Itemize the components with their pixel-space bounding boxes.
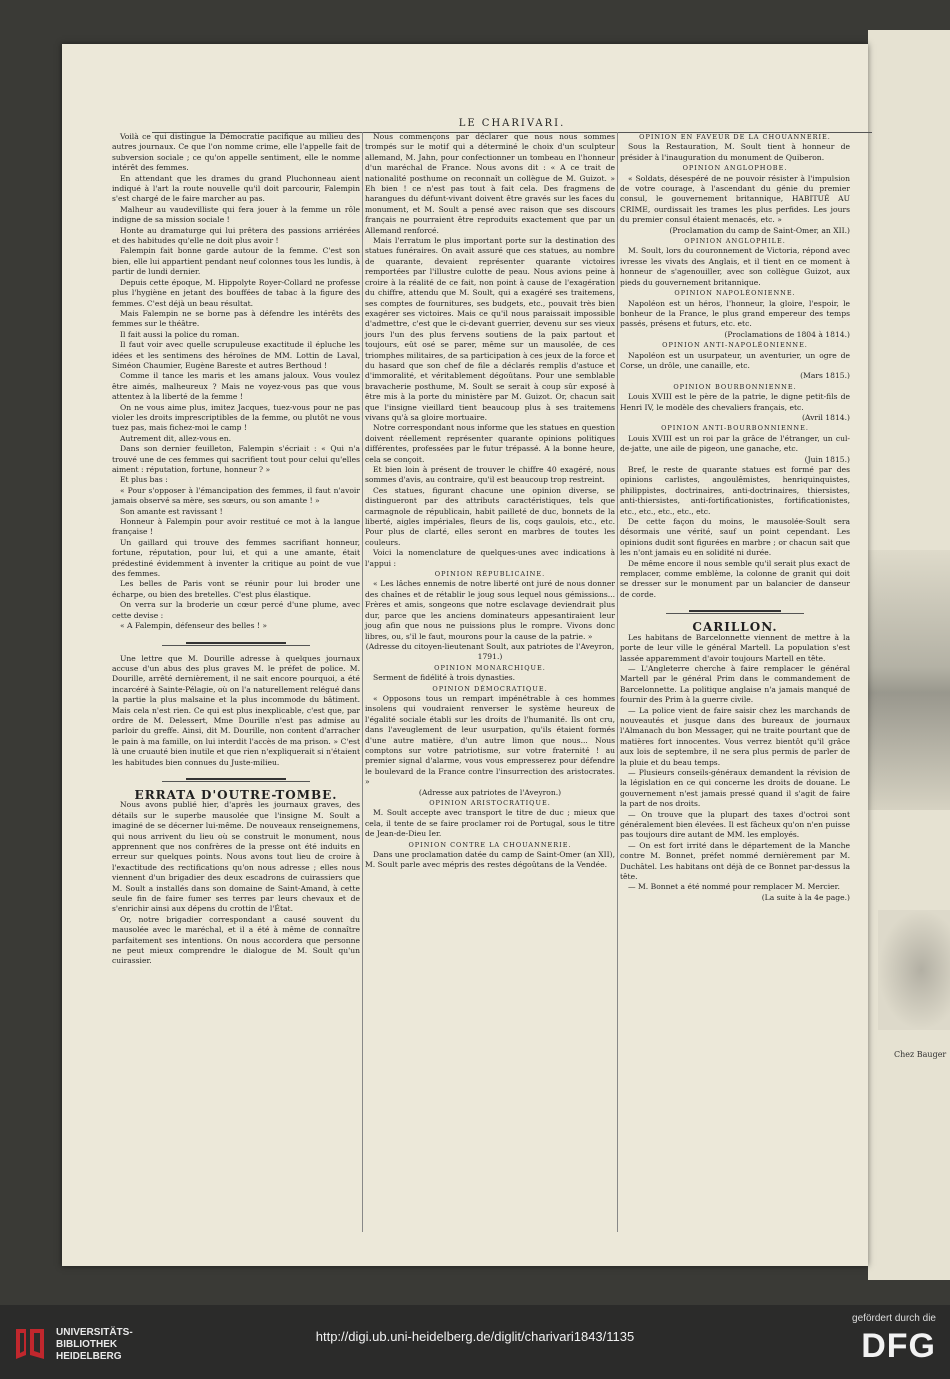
funding-note: gefördert durch die xyxy=(852,1313,936,1324)
university-name-line: HEIDELBERG xyxy=(56,1351,122,1362)
section-heading: OPINION EN FAVEUR DE LA CHOUANNERIE. xyxy=(639,133,831,141)
illustration-fragment xyxy=(868,550,950,810)
section-heading: OPINION CONTRE LA CHOUANNERIE. xyxy=(408,840,572,849)
ornament-divider xyxy=(620,606,850,616)
permalink-url[interactable]: http://digi.ub.uni-heidelberg.de/diglit/charivari1843/1135 xyxy=(315,1329,635,1344)
citation: (Avril 1814.) xyxy=(801,412,850,422)
paragraph: — La police vient de faire saisir chez les marchands de nouveautés et jusque dans des bureaux de journaux l'Almanach du bon Messager, qui ne traite pourtant que de matières fort innocentes. Vous verrez bientôt qu'il grâce aux lois de septembre, il ne sera plus permis de parler de la pluie et du beau temps. xyxy=(620,705,850,767)
section-heading: OPINION DÉMOCRATIQUE. xyxy=(432,684,548,693)
citation: (Proclamations de 1804 à 1814.) xyxy=(724,329,850,339)
paragraph: Louis XVIII est le père de la patrie, le digne petit-fils de Henri IV, le modèle des chevaliers français, etc. xyxy=(620,392,850,412)
paragraph: Comme il tance les maris et les amans jaloux. Vous voulez être aimés, malheureux ? Mais ne voyez-vous pas que vous attentez à la liberté de la femme ! xyxy=(112,371,360,402)
section-heading: OPINION ANGLOPHOBE. xyxy=(682,164,788,173)
citation: (Proclamation du camp de Saint-Omer, an XII.) xyxy=(669,225,850,235)
paragraph: Napoléon est un usurpateur, un aventurier, un ogre de Corse, un drôle, une canaille, etc. xyxy=(620,350,850,370)
paragraph: Voici la nomenclature de quelques-unes avec indications à l'appui : xyxy=(365,548,615,568)
paragraph: Et bien loin à présent de trouver le chiffre 40 exagéré, nous sommes d'avis, au contraire, qu'il est beaucoup trop restreint. xyxy=(365,465,615,485)
paragraph: Dans une proclamation datée du camp de Saint-Omer (an XII), M. Soult parle avec mépris des restes dégoûtans de la Vendée. xyxy=(365,850,615,870)
newspaper-page xyxy=(62,44,868,1266)
paragraph: « Pour s'opposer à l'émancipation des femmes, il faut n'avoir jamais observé sa mère, ses sœurs, ou son amante ! » xyxy=(112,485,360,506)
paragraph: Notre correspondant nous informe que les statues en question doivent réellement représenter quarante opinions politiques différentes, professées par le futur trépassé. A la bonne heure, cela se conçoit. xyxy=(365,423,615,464)
paragraph: — Plusieurs conseils-généraux demandent la révision de la législation en ce qui concerne les droits de douane. Le gouvernement n'est jamais pressé quand il s'agit de faire la part de nos droits. xyxy=(620,767,850,809)
adjacent-page xyxy=(868,30,950,1280)
paragraph: Louis XVIII est un roi par la grâce de l'étranger, un cul-de-jatte, une aile de pigeon, une ganache, etc. xyxy=(620,433,850,454)
university-name-line: BIBLIOTHEK xyxy=(56,1339,118,1350)
paragraph: Bref, le reste de quarante statues est formé par des opinions carlistes, angoulêmistes, henriquinquistes, philippistes, doctrinaires, anti-doctrinaires, thiersistes, anti-thiersistes, anti-fortificationistes, fortificationistes, etc., etc., etc., etc., etc. xyxy=(620,465,850,516)
paragraph: Nous avons publié hier, d'après les journaux graves, des détails sur le superbe mausolée que l'insigne M. Soult a imaginé de se décerner lui-même. De nouveaux renseignemens, qui nous arrivent du lieu où se construit le monument, nous apprennent que nos confrères de la presse ont été induits en erreur sur quelques points. Nous avons tout lieu de croire à l'exactitude des rectifications qu'on nous adresse ; elles nous viennent d'un brigadier des deux escadrons de cuirassiers que M. Soult a installés dans son domaine de Saint-Amand, à cette seule fin de faire fumer ses terres par leurs chevaux et de s'enrichir ainsi aux dépens du crottin de l'État. xyxy=(112,800,360,914)
paragraph: M. Soult, lors du couronnement de Victoria, répond avec ivresse les vivats des Anglais, et il tient en ce moment à honneur de s'agenouiller, avec son collègue Guizot, aux pieds du gouvernement britannique. xyxy=(620,246,850,287)
viewer-footer xyxy=(0,1305,950,1379)
paragraph: « Opposons tous un rempart impénétrable à ces hommes insolens qui voudraient renverser le système heureux de l'égalité sociale établi sur les droits de l'humanité. Ils ont cru, dans l'aveuglement de leur usurpation, qu'ils étaient formés d'une autre matière, d'un autre limon que nous... Nous comptons sur votre patriotisme, sur votre fraternité ! au premier signal d'alarme, vous vous empresserez pour défendre le boulevard de la France contre l'insurrection des aristocrates. » xyxy=(365,693,615,787)
paragraph: « A Falempin, défenseur des belles ! » xyxy=(120,621,268,631)
paragraph: En attendant que les drames du grand Pluchonneau aient indiqué à l'art la route nouvelle qu'il doit parcourir, Falempin s'est chargé de le faire marcher au pas. xyxy=(112,173,360,204)
ornament-divider xyxy=(112,774,360,784)
paragraph: — L'Angleterre cherche à faire remplacer le général Martell par le général Prim dans le commandement de Barcelonnette. La politique anglaise n'a jamais manqué de fournir des Prim à la guerre civile. xyxy=(620,663,850,705)
paragraph: Napoléon est un héros, l'honneur, la gloire, l'espoir, le bonheur de la France, le plus grand empereur des temps passés, présens et futurs, etc. etc. xyxy=(620,298,850,329)
masthead: LE CHARIVARI. xyxy=(392,118,632,129)
illustration-caption: Chez Bauger xyxy=(894,1050,947,1059)
paragraph: — On trouve que la plupart des taxes d'octroi sont généralement bien élevées. Il est fâcheux qu'on n'en puisse pas toujours dire autant de MM. les employés. xyxy=(620,809,850,840)
paragraph: De même encore il nous semble qu'il serait plus exact de remplacer, comme emblème, la colonne de granit qui doit se dresser sur le monument par un balancier de danseur de corde. xyxy=(620,558,850,599)
section-heading: OPINION BOURBONNIENNE. xyxy=(673,382,797,391)
section-heading: OPINION ANTI-BOURBONNIENNE. xyxy=(661,424,809,433)
continued-note: (La suite à la 4e page.) xyxy=(761,892,850,902)
paragraph: Et plus bas : xyxy=(120,475,168,485)
paragraph: Nous commençons par déclarer que nous nous sommes trompés sur le motif qui a déterminé le choix d'un sculpteur allemand, M. Jahn, pour confectionner un tombeau en l'honneur d'un maréchal de France. Nous avons dit : « A ce trait de nationalité posthume on reconnaît un collègue de M. Guizot. » Eh bien ! ce n'est pas tout à fait cela. Des fragmens de harangues du défunt-vivant doivent être gravés sur les faces du monument, et M. Soult a pensé avec raison que ses discours français ne pourraient être reproduits exactement que par un Allemand renforcé. xyxy=(365,132,615,235)
paragraph: Il fait aussi la police du roman. xyxy=(120,329,240,339)
column-rule xyxy=(617,132,618,1232)
paragraph: Les habitans de Barcelonnette viennent de mettre à la porte de leur ville le général Martell. La population s'est lassée apparemment d'avoir toujours Martell en tête. xyxy=(620,632,850,663)
column-2 xyxy=(365,132,615,871)
paragraph: — On est fort irrité dans le département de la Manche contre M. Bonnet, préfet nommé dernièrement par M. Duchâtel. Les habitans ont déjà de ce Bonnet par-dessus la tête. xyxy=(620,840,850,882)
paragraph: Or, notre brigadier correspondant a causé souvent du mausolée avec le maréchal, et il a été à même de connaître parfaitement ses intentions. On nous accordera que personne ne peut mieux comprendre le dialogue de M. Soult qu'un cuirassier. xyxy=(112,914,360,966)
citation: (Mars 1815.) xyxy=(800,371,850,381)
university-name-line: UNIVERSITÄTS- xyxy=(56,1327,133,1338)
paragraph: Mais l'erratum le plus important porte sur la destination des statues funéraires. On avait assuré que ces statues, au nombre de quarante, devaient représenter quarante victoires remportées par l'illustre culotte de peau. Nous avions peine à croire à la réalité de ce fait, non point à cause de l'exagération du chiffre, attendu que M. Soult, qui a exagéré ses traitemens, ses comptes de fournitures, ses budgets, etc., pouvait très bien exagérer ses victoires. Mais ce qu'il nous paraissait impossible d'admettre, c'est que le ci-devant guerrier, devenu sur ses vieux jours l'un des plus fervens soutiens de la paix partout et toujours, eût osé se parer, même sur un mausolée, de ces triomphes militaires, de sa participation à ces jeux de la force et du hasard que son chef de file a déclarés remplis d'astuce et d'immoralité, et véritablement dégoûtans. Pour une semblable bravacherie posthume, M. Soult se serait à coup sûr exposé à être mis à la porte du ministère par M. Guizot. Or, chacun sait que l'insigne vieillard tient beaucoup plus à ses traitemens vivans qu'à sa gloire mortuaire. xyxy=(365,236,615,422)
paragraph: On ne vous aime plus, imitez Jacques, tuez-vous pour ne pas violer les droits imprescriptibles de la femme, ou plutôt ne vous tuez pas, mais fichez-moi le camp ! xyxy=(112,402,360,433)
section-heading: OPINION ANGLOPHILE. xyxy=(684,237,786,246)
section-heading: OPINION NAPOLÉONIENNE. xyxy=(674,289,796,298)
paragraph: Honte au dramaturge qui lui prêtera des passions arriérées et des habitudes qu'elle ne doit plus avoir ! xyxy=(112,225,360,246)
paragraph: Sous la Restauration, M. Soult tient à honneur de présider à l'inauguration du monument de Quiberon. xyxy=(620,142,850,162)
column-1 xyxy=(112,132,360,967)
paragraph: Voilà ce qui distingue la Démocratie pacifique au milieu des autres journaux. Ce que l'on nomme crime, elle l'appelle fait de subversion sociale ; ce qu'on appelle sentiment, elle le nomme intérêt des femmes. xyxy=(112,132,360,173)
ornament-divider xyxy=(112,638,360,648)
paragraph: « Soldats, désespéré de ne pouvoir résister à l'impulsion de votre courage, à l'ascendant du génie du premier consul, le gouvernement britannique, HABITUÉ AU CRIME, ourdissait les trames les plus perfides. Les jours du premier consul étaient menacés, etc. » xyxy=(620,173,850,225)
paragraph: Un gaillard qui trouve des femmes sacrifiant honneur, fortune, réputation, pour lui, et qui a une amante, était prédestiné évidemment à inventer la critique au point de vue des femmes. xyxy=(112,537,360,579)
illustration-fragment-lower xyxy=(878,910,950,1030)
paragraph: Honneur à Falempin pour avoir restitué ce mot à la langue française ! xyxy=(112,517,360,537)
dfg-logo: DFG xyxy=(861,1327,936,1365)
paragraph: Autrement dit, allez-vous en. xyxy=(120,433,232,443)
column-rule xyxy=(362,132,363,1232)
section-heading: OPINION ANTI-NAPOLÉONIENNE. xyxy=(662,341,808,350)
section-heading: OPINION RÉPUBLICAINE. xyxy=(434,570,546,579)
paragraph: Les belles de Paris vont se réunir pour lui broder une écharpe, ou bien des bretelles. C'est plus élastique. xyxy=(112,579,360,599)
paragraph: Mais Falempin ne se borne pas à défendre les intérêts des femmes sur le théâtre. xyxy=(112,308,360,329)
paragraph: M. Soult accepte avec transport le titre de duc ; mieux que cela, il tente de se faire proclamer roi de Portugal, sous le titre de Jean-de-Dieu Ier. xyxy=(365,808,615,839)
citation: (Adresse aux patriotes de l'Aveyron.) xyxy=(418,787,562,797)
paragraph: Falempin fait bonne garde autour de la femme. C'est son bien, elle lui appartient pendant neuf colonnes tous les lundis, à partir de lundi dernier. xyxy=(112,246,360,277)
citation: (Juin 1815.) xyxy=(804,454,850,464)
paragraph: Malheur au vaudevilliste qui fera jouer à la femme un rôle indigne de sa mission sociale ! xyxy=(112,204,360,225)
paragraph: Dans son dernier feuilleton, Falempin s'écriait : « Qui n'a trouvé une de ces femmes qui sacrifient tout pour celui qu'elles aiment : réputation, fortune, honneur ? » xyxy=(112,444,360,474)
paragraph: De cette façon du moins, le mausolée-Soult sera désormais une vérité, sauf un point cependant. Les opinions dudit sont figurées en marbre ; or chacun sait que les n'ont jamais eu en solidité ni durée. xyxy=(620,517,850,558)
paragraph: « Les lâches ennemis de notre liberté ont juré de nous donner des chaînes et de rétablir le joug sous lequel nous gémissions... Frères et amis, songeons que notre esclavage deviendrait plus dur, parce que les anciens dominateurs appesantiraient leur joug afin que nous ne puissions plus le rompre. Vivons donc libres, ou, s'il le faut, mourons pour la cause de la patrie. » xyxy=(365,579,615,641)
citation: (Adresse du citoyen-lieutenant Soult, aux patriotes de l'Aveyron, 1791.) xyxy=(365,641,615,662)
paragraph: Depuis cette époque, M. Hippolyte Royer-Collard ne professe plus l'hygiène en jetant des bouffées de tabac à la figure des femmes. C'est déjà un beau résultat. xyxy=(112,277,360,308)
section-heading: OPINION MONARCHIQUE. xyxy=(434,663,546,672)
paragraph: Serment de fidélité à trois dynasties. xyxy=(373,673,516,683)
paragraph: On verra sur la broderie un cœur percé d'une plume, avec cette devise : xyxy=(112,600,360,620)
paragraph: Ces statues, figurant chacune une opinion diverse, se distingueront par des attributs caractéristiques, tels que carmagnole de républicain, habit pailleté de duc, bonnets de la liberté, aigles impériales, fleurs de lis, coqs gaulois, etc., etc. Pour plus de clarté, elles seront en marbres de toutes les couleurs. xyxy=(365,485,615,547)
carillon-title: CARILLON. xyxy=(692,620,778,635)
errata-title: ERRATA D'OUTRE-TOMBE. xyxy=(134,787,338,802)
paragraph: — M. Bonnet a été nommé pour remplacer M. Mercier. xyxy=(628,882,840,892)
paragraph: Il faut voir avec quelle scrupuleuse exactitude il épluche les idées et les sentimens des héroïnes de MM. Lottin de Laval, Siméon Chaumier, Eugène Bareste et autres Berthoud ! xyxy=(112,340,360,370)
column-3 xyxy=(620,132,850,903)
section-heading: OPINION ARISTOCRATIQUE. xyxy=(429,799,551,807)
paragraph: Une lettre que M. Dourille adresse à quelques journaux accuse d'un abus des plus graves M. le préfet de police. M. Dourille, arrêté dernièrement, il ne sait encore pourquoi, a été incarcéré à Sainte-Pélagie, où on l'a naturellement relégué dans la partie la plus malsaine et la plus incommode du bâtiment. Mais cela n'est rien. Ce qui est plus inexplicable, c'est que, par ordre de M. Delessert, Mme Dourille n'est pas admise au parloir du greffe. Ainsi, dit M. Dourille, non content d'arracher le pain à ma famille, on lui interdit l'accès de ma prison. » C'est là une cruauté bien inutile et que rien n'expliquerait si n'étaient les habitudes bien connues du Juste-milieu. xyxy=(112,653,360,767)
paragraph: Son amante est ravissant ! xyxy=(120,506,223,516)
